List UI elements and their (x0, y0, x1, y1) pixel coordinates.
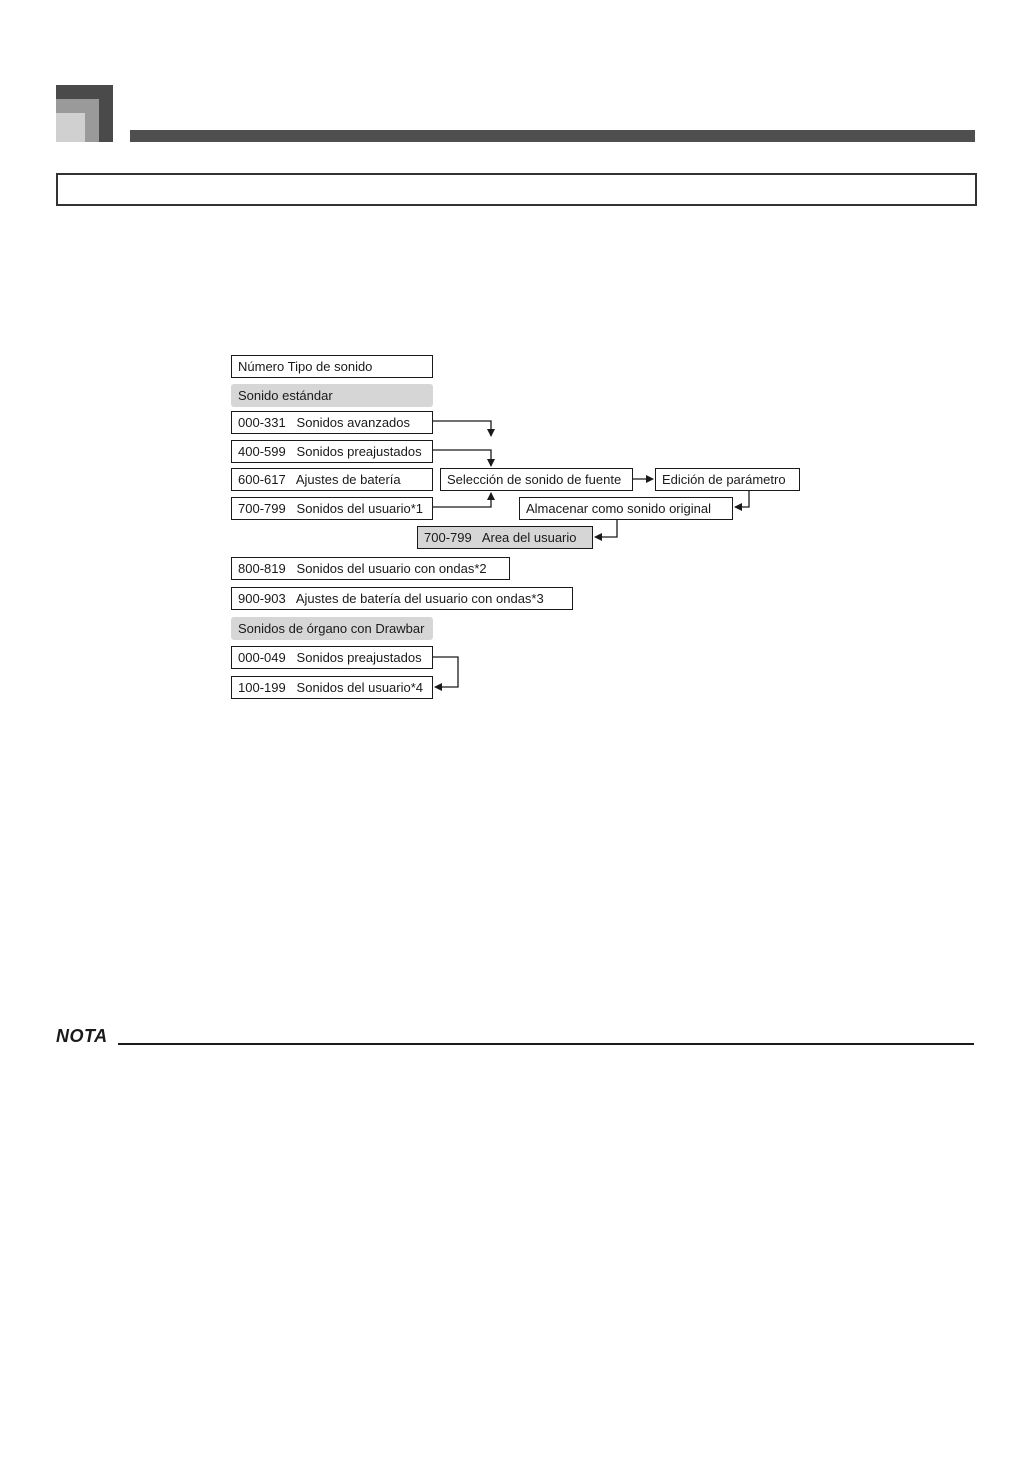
note-rule (118, 1043, 974, 1045)
arrow-advanced-down (433, 421, 491, 436)
drawbar-group-label: Sonidos de órgano con Drawbar (231, 617, 433, 640)
arrow-drawbar (433, 657, 458, 687)
user-area-box: 700-799 Area del usuario (417, 526, 593, 549)
arrow-store-to-area (595, 520, 617, 537)
item-user-wave-sounds: 800-819 Sonidos del usuario con ondas*2 (231, 557, 510, 580)
item-drum-settings: 600-617 Ajustes de batería (231, 468, 433, 491)
arrow-edit-to-store (735, 491, 749, 507)
item-drawbar-user: 100-199 Sonidos del usuario*4 (231, 676, 433, 699)
item-preset-sounds: 400-599 Sonidos preajustados (231, 440, 433, 463)
item-advanced-sounds: 000-331 Sonidos avanzados (231, 411, 433, 434)
standard-group-label: Sonido estándar (231, 384, 433, 407)
source-selection-box: Selección de sonido de fuente (440, 468, 633, 491)
arrow-preset-down (433, 450, 491, 466)
item-user-sounds: 700-799 Sonidos del usuario*1 (231, 497, 433, 520)
item-drawbar-preset: 000-049 Sonidos preajustados (231, 646, 433, 669)
note-label: NOTA (56, 1026, 108, 1046)
store-original-box: Almacenar como sonido original (519, 497, 733, 520)
item-user-wave-drums: 900-903 Ajustes de batería del usuario con ondas*3 (231, 587, 573, 610)
parameter-edit-box: Edición de parámetro (655, 468, 800, 491)
arrow-user-up (433, 493, 491, 507)
diagram-header-label: Número Tipo de sonido (231, 355, 433, 378)
